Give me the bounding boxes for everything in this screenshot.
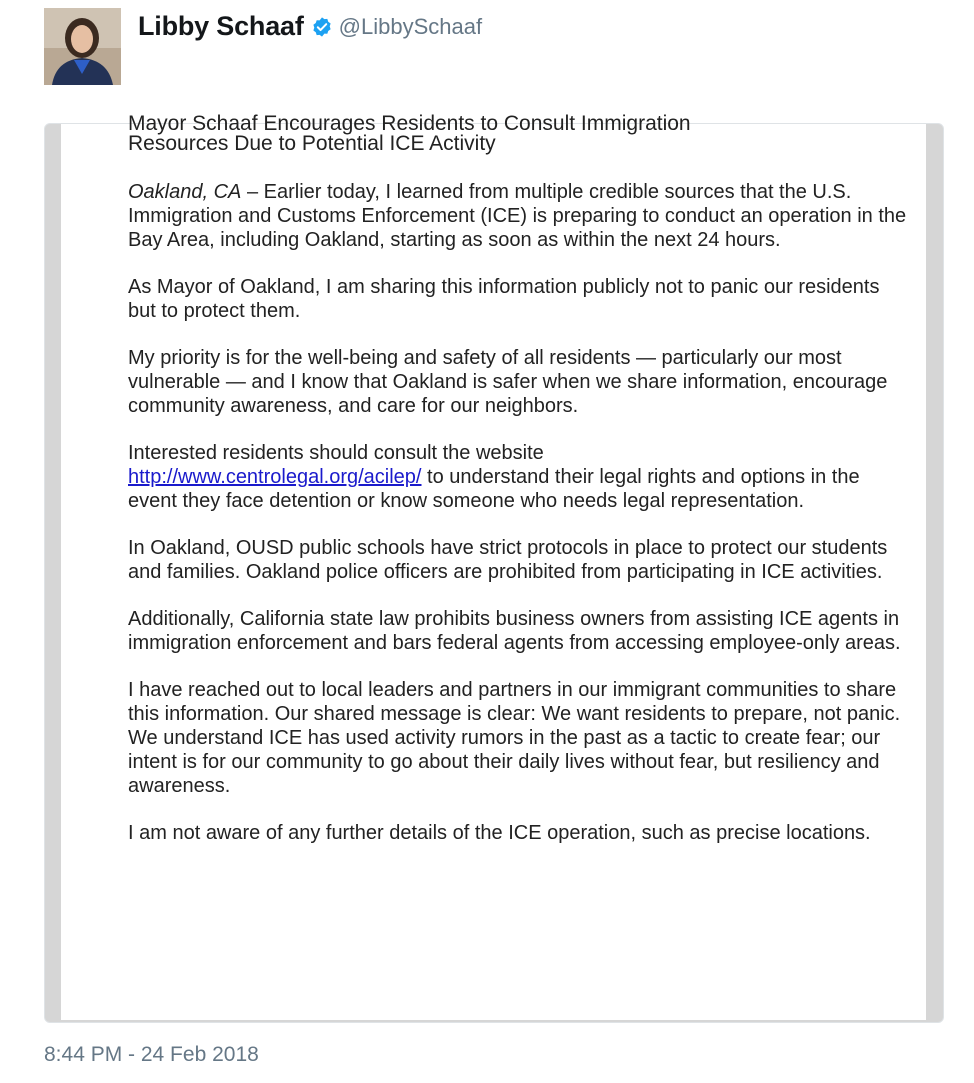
doc-title: Resources Due to Potential ICE Activity [128,132,496,155]
doc-paragraph-intro [128,180,908,252]
centrolegal-link: http://www.centrolegal.org/acilep/ [128,466,422,488]
press-release-page [61,112,926,1020]
verified-badge-icon [311,16,333,38]
doc-paragraph-7: I have reached out to local leaders and partners in our immigrant communities to share this information. Our shared message is clear: We want residents to prepare, not panic. We understand ICE has used activity rumors in the past as a tactic to create fear; our intent is for our community to go about their daily lives without fear, but resiliency and awareness. [128,679,901,797]
doc-paragraph-4 [128,441,908,513]
doc-intro-text: Earlier today, I learned from multiple credible sources that the U.S. Immigration and Customs Enforcement (ICE) is preparing to conduct an operation in the Bay Area, including Oakland, starting as soon as within the next 24 hours. [128,181,907,251]
doc-dateline: Oakland, CA [128,181,242,203]
doc-paragraph-3: My priority is for the well-being and safety of all residents — particularly our most vulnerable — and I know that Oakland is safer when we share information, encourage community awareness, and care for our neighbors. [128,347,888,417]
tweet-timestamp[interactable]: 8:44 PM - 24 Feb 2018 [44,1043,259,1066]
author-display-name[interactable]: Libby Schaaf [138,11,304,41]
tweet-media-image[interactable] [44,112,944,1023]
doc-body [128,180,908,868]
doc-cut-off-line: Mayor Schaaf Encourages Residents to Consult Immigration [128,112,691,135]
doc-paragraph-8: I am not aware of any further details of the ICE operation, such as precise locations. [128,822,871,844]
doc-dateline-dash: – [241,181,264,203]
avatar[interactable] [44,8,121,85]
doc-paragraph-5: In Oakland, OUSD public schools have strict protocols in place to protect our students and families. Oakland police officers are prohibited from participating in ICE activities. [128,537,888,583]
author-row[interactable] [138,11,482,42]
doc-paragraph-2: As Mayor of Oakland, I am sharing this information publicly not to panic our residents but to protect them. [128,276,880,322]
doc-para-4-after: to understand their legal rights and options in the event they face detention or know someone who needs legal representation. [128,466,860,512]
doc-para-4-before: Interested residents should consult the website [128,442,544,464]
profile-photo-icon [44,8,121,85]
author-handle[interactable]: @LibbySchaaf [338,13,483,39]
doc-paragraph-6: Additionally, California state law prohibits business owners from assisting ICE agents in immigration enforcement and bars federal agents from accessing employee-only areas. [128,608,901,654]
